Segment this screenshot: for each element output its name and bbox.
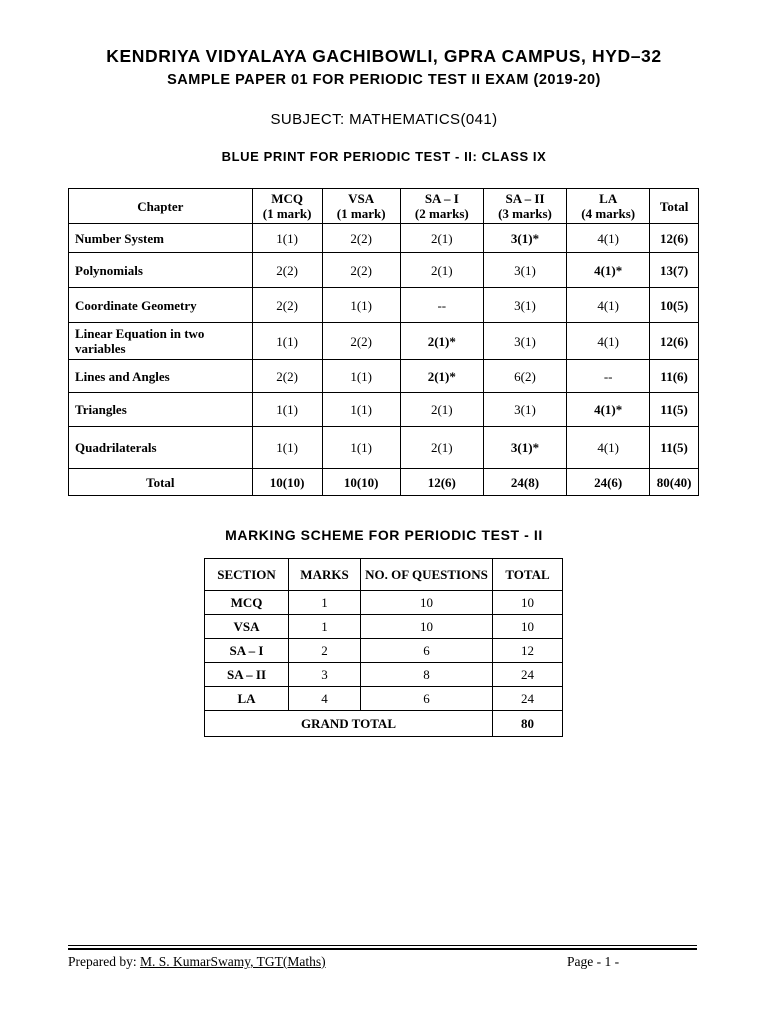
marks-cell: -- (567, 360, 650, 393)
total-cell: 10(10) (322, 469, 400, 496)
row-total-cell: 13(7) (650, 253, 699, 288)
header-line: SA – I (424, 191, 459, 206)
marking-cell: 1 (289, 591, 361, 615)
marks-cell: 2(1)* (400, 360, 483, 393)
header-line: MCQ (271, 191, 303, 206)
marks-cell: -- (400, 288, 483, 323)
marking-cell: 6 (361, 687, 493, 711)
header-line: Total (659, 198, 689, 214)
table-row (69, 253, 699, 288)
marks-cell: 4(1) (567, 323, 650, 360)
total-cell: 10(10) (252, 469, 322, 496)
marks-cell: 2(1) (400, 393, 483, 427)
total-cell: 24(6) (567, 469, 650, 496)
header-line-sub: (4 marks) (581, 206, 636, 221)
marking-cell: 3 (289, 663, 361, 687)
marks-cell: 3(1) (483, 288, 566, 323)
blueprint-title: BLUE PRINT FOR PERIODIC TEST - II: CLASS IX (221, 149, 547, 164)
header-line: Chapter (137, 198, 184, 214)
total-cell: 80(40) (650, 469, 699, 496)
marking-row (205, 591, 563, 615)
marks-cell: 6(2) (483, 360, 566, 393)
marking-scheme-title: MARKING SCHEME FOR PERIODIC TEST - II (225, 527, 543, 543)
marks-cell: 1(1) (252, 323, 322, 360)
footer-rule-thick (68, 948, 697, 950)
table-row (69, 360, 699, 393)
marks-cell: 3(1)* (483, 427, 566, 469)
blueprint-header-cell (650, 189, 699, 224)
grand-total-value: 80 (493, 711, 563, 737)
row-total-cell: 11(5) (650, 427, 699, 469)
section-name: LA (205, 687, 289, 711)
header-line: VSA (348, 191, 375, 206)
marks-cell: 1(1) (252, 393, 322, 427)
section-name: VSA (205, 615, 289, 639)
marks-cell: 1(1) (322, 393, 400, 427)
blueprint-header-row (69, 189, 699, 224)
blueprint-header-cell (69, 189, 253, 224)
row-total-cell: 10(5) (650, 288, 699, 323)
marking-cell: 2 (289, 639, 361, 663)
total-row (69, 469, 699, 496)
subject-title: SUBJECT: MATHEMATICS(041) (270, 111, 498, 128)
total-cell: 12(6) (400, 469, 483, 496)
marks-cell: 3(1) (483, 253, 566, 288)
marks-cell: 2(2) (252, 253, 322, 288)
marking-cell: 10 (361, 591, 493, 615)
blueprint-header-cell (567, 189, 650, 224)
marking-cell: 8 (361, 663, 493, 687)
marks-cell: 2(1)* (400, 323, 483, 360)
marking-cell: 24 (493, 663, 563, 687)
marks-cell: 2(2) (322, 224, 400, 253)
marks-cell: 1(1) (322, 288, 400, 323)
marks-cell: 4(1)* (567, 253, 650, 288)
header-line-sub: (2 marks) (414, 206, 469, 221)
marks-cell: 3(1)* (483, 224, 566, 253)
marks-cell: 1(1) (252, 224, 322, 253)
row-total-cell: 12(6) (650, 224, 699, 253)
marking-cell: 24 (493, 687, 563, 711)
blueprint-header-cell (252, 189, 322, 224)
marking-header-cell: SECTION (205, 559, 289, 591)
blueprint-header-cell (400, 189, 483, 224)
total-label: Total (69, 469, 253, 496)
blueprint-header-cell (483, 189, 566, 224)
marking-header-cell: MARKS (289, 559, 361, 591)
table-row (69, 288, 699, 323)
header-line-sub: (3 marks) (498, 206, 552, 221)
marks-cell: 1(1) (322, 427, 400, 469)
chapter-name: Lines and Angles (69, 360, 253, 393)
school-title: KENDRIYA VIDYALAYA GACHIBOWLI, GPRA CAMPUS, HYD–32 (106, 46, 662, 66)
marks-cell: 1(1) (252, 427, 322, 469)
marks-cell: 2(2) (322, 253, 400, 288)
marking-header-cell: NO. OF QUESTIONS (361, 559, 493, 591)
marks-cell: 2(2) (252, 288, 322, 323)
chapter-name: Quadrilaterals (69, 427, 253, 469)
marking-row (205, 687, 563, 711)
section-name: SA – II (205, 663, 289, 687)
chapter-name: Polynomials (69, 253, 253, 288)
footer-rule (68, 945, 697, 946)
marks-cell: 2(1) (400, 224, 483, 253)
marking-header-row (205, 559, 563, 591)
marks-cell: 1(1) (322, 360, 400, 393)
section-name: SA – I (205, 639, 289, 663)
grand-total-label: GRAND TOTAL (205, 711, 493, 737)
chapter-name: Triangles (69, 393, 253, 427)
marks-cell: 4(1) (567, 288, 650, 323)
row-total-cell: 11(5) (650, 393, 699, 427)
marks-cell: 4(1)* (567, 393, 650, 427)
marking-cell: 12 (493, 639, 563, 663)
marks-cell: 2(2) (252, 360, 322, 393)
blueprint-header-cell (322, 189, 400, 224)
row-total-cell: 11(6) (650, 360, 699, 393)
table-row (69, 427, 699, 469)
chapter-name: Linear Equation in two variables (69, 323, 253, 360)
chapter-name: Number System (69, 224, 253, 253)
author-name: M. S. KumarSwamy, TGT(Maths) (139, 954, 326, 969)
marks-cell: 3(1) (483, 323, 566, 360)
marks-cell: 2(2) (322, 323, 400, 360)
marking-header-cell: TOTAL (493, 559, 563, 591)
table-row (69, 393, 699, 427)
total-cell: 24(8) (483, 469, 566, 496)
grand-total-row (205, 711, 563, 737)
marks-cell: 3(1) (483, 393, 566, 427)
page-number: Page - 1 - (567, 954, 620, 969)
chapter-name: Coordinate Geometry (69, 288, 253, 323)
marking-row (205, 663, 563, 687)
footer-prepared-by (68, 954, 326, 970)
paper-title: SAMPLE PAPER 01 FOR PERIODIC TEST II EXAM (2019-20) (167, 72, 601, 88)
header-line: LA (599, 191, 618, 206)
marks-cell: 2(1) (400, 253, 483, 288)
row-total-cell: 12(6) (650, 323, 699, 360)
marking-cell: 6 (361, 639, 493, 663)
marks-cell: 4(1) (567, 427, 650, 469)
table-row (69, 323, 699, 360)
marking-row (205, 639, 563, 663)
marking-row (205, 615, 563, 639)
marking-cell: 10 (361, 615, 493, 639)
header-line-sub: (1 mark) (262, 206, 312, 221)
marking-cell: 1 (289, 615, 361, 639)
header-line-sub: (1 mark) (336, 206, 386, 221)
marks-cell: 2(1) (400, 427, 483, 469)
blueprint-table (68, 188, 699, 496)
marking-cell: 4 (289, 687, 361, 711)
marking-scheme-table (204, 558, 563, 737)
section-name: MCQ (205, 591, 289, 615)
marks-cell: 4(1) (567, 224, 650, 253)
marking-cell: 10 (493, 591, 563, 615)
table-row (69, 224, 699, 253)
marking-cell: 10 (493, 615, 563, 639)
prepared-label: Prepared by: (68, 954, 137, 969)
header-line: SA – II (505, 191, 545, 206)
